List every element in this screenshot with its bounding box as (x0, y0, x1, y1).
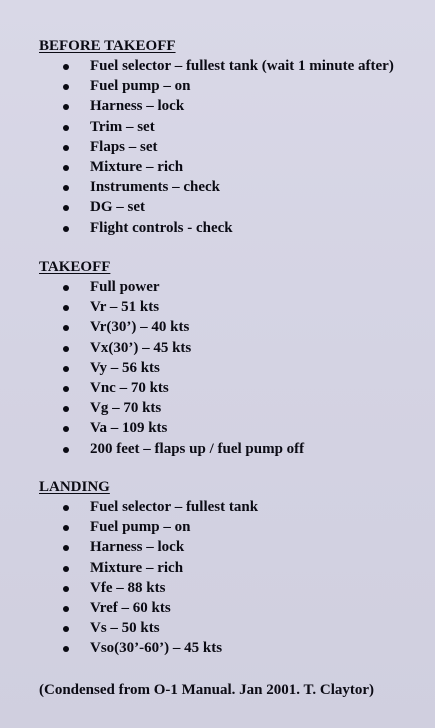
section-landing (39, 477, 429, 659)
list-item: Harness – lock (39, 96, 429, 116)
list-item: DG – set (39, 197, 429, 217)
item-list (39, 497, 429, 659)
list-item: Harness – lock (39, 537, 429, 557)
list-item: Vr(30’) – 40 kts (39, 317, 429, 337)
list-item: Fuel pump – on (39, 76, 429, 96)
list-item: Vy – 56 kts (39, 358, 429, 378)
list-item: Trim – set (39, 117, 429, 137)
list-item: Flight controls - check (39, 218, 429, 238)
list-item: Mixture – rich (39, 558, 429, 578)
list-item: Vso(30’-60’) – 45 kts (39, 638, 429, 658)
section-takeoff (39, 257, 429, 459)
list-item: Va – 109 kts (39, 418, 429, 438)
item-list (39, 56, 429, 238)
list-item: 200 feet – flaps up / fuel pump off (39, 439, 429, 459)
list-item: Vfe – 88 kts (39, 578, 429, 598)
list-item: Fuel selector – fullest tank (39, 497, 429, 517)
list-item: Vg – 70 kts (39, 398, 429, 418)
section-heading: TAKEOFF (39, 259, 111, 275)
section-before-takeoff (39, 36, 429, 238)
list-item: Fuel pump – on (39, 517, 429, 537)
item-list (39, 277, 429, 459)
list-item: Flaps – set (39, 137, 429, 157)
list-item: Vr – 51 kts (39, 297, 429, 317)
list-item: Fuel selector – fullest tank (wait 1 minute after) (39, 56, 429, 76)
list-item: Vnc – 70 kts (39, 378, 429, 398)
list-item: Vs – 50 kts (39, 618, 429, 638)
section-heading: LANDING (39, 479, 110, 495)
list-item: Vx(30’) – 45 kts (39, 338, 429, 358)
section-heading: BEFORE TAKEOFF (39, 38, 176, 54)
list-item: Instruments – check (39, 177, 429, 197)
list-item: Full power (39, 277, 429, 297)
list-item: Mixture – rich (39, 157, 429, 177)
list-item: Vref – 60 kts (39, 598, 429, 618)
source-note: (Condensed from O-1 Manual. Jan 2001. T. Claytor) (39, 682, 375, 698)
